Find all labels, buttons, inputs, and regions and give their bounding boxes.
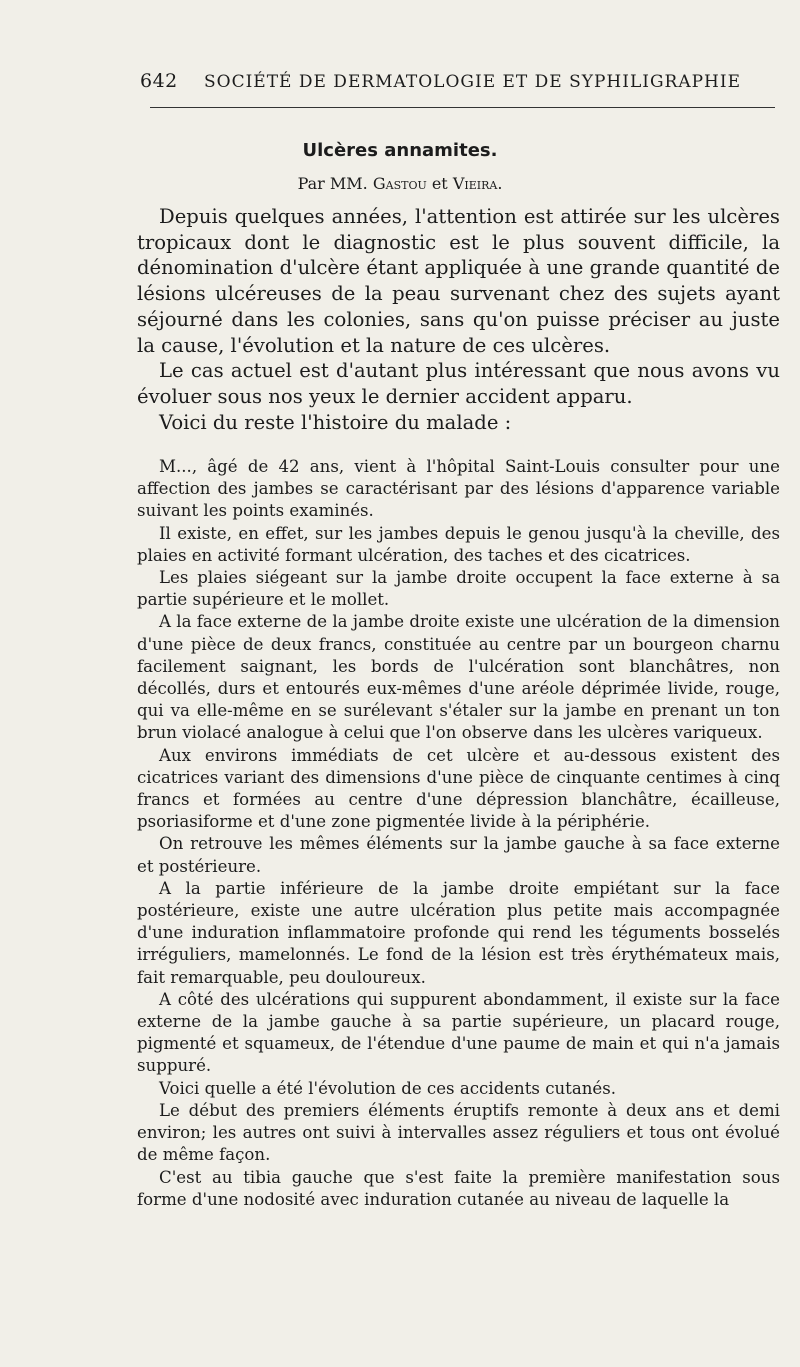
paragraph: Le cas actuel est d'autant plus intéressant que nous avons vu évoluer sous nos yeux le dernier accident apparu. [137, 359, 780, 408]
paragraph: Voici du reste l'histoire du malade : [159, 410, 512, 434]
byline-conjunction: et [426, 174, 453, 193]
paragraph: A la partie inférieure de la jambe droite empiétant sur la face postérieure, existe une autre ulcération plus petite mais accompagnée d'une induration inflammatoire profonde qui rend les téguments bosselés irréguliers, mamelonnés. Le fond de la lésion est très érythémateux mais, fait remarquable, peu douloureux. [137, 878, 780, 987]
author-name: Gastou [372, 174, 427, 193]
journal-title: SOCIÉTÉ DE DERMATOLOGIE ET DE SYPHILIGRAPHIE [204, 72, 742, 92]
paragraph: M..., âgé de 42 ans, vient à l'hôpital Saint-Louis consulter pour une affection des jambes se caractérisant par des lésions d'apparence variable suivant les points examinés. [137, 457, 780, 521]
paragraph: Voici quelle a été l'évolution de ces accidents cutanés. [159, 1078, 617, 1098]
intro-section [137, 204, 780, 435]
paragraph: A la face externe de la jambe droite existe une ulcération de la dimension d'une pièce de deux francs, constituée au centre par un bourgeon charnu facilement saignant, les bords de l'ulcération sont blanchâtres, non décollés, durs et entourés eux-mêmes d'une aréole déprimée livide, rouge, qui va elle-même en se surélevant s'étaler sur la jambe en prenant un ton brun violacé analogue à celui que l'on observe dans les ulcères variqueux. [137, 612, 780, 743]
paragraph: Il existe, en effet, sur les jambes depuis le genou jusqu'à la cheville, des plaies en activité formant ulcération, des taches et des cicatrices. [137, 523, 780, 565]
article-title: Ulcères annamites. [302, 140, 498, 161]
paragraph: Les plaies siégeant sur la jambe droite occupent la face externe à sa partie supérieure et le mollet. [137, 568, 780, 610]
byline-suffix: . [497, 174, 503, 193]
paragraph: Le début des premiers éléments éruptifs remonte à deux ans et demi environ; les autres ont suivi à intervalles assez réguliers et tous ont évolué de même façon. [137, 1100, 780, 1165]
paragraph: C'est au tibia gauche que s'est faite la première manifestation sous forme d'une nodosité avec induration cutanée au niveau de laquelle la [137, 1167, 780, 1209]
page-number: 642 [140, 70, 178, 92]
paragraph: On retrouve les mêmes éléments sur la jambe gauche à sa face externe et postérieure. [137, 834, 780, 876]
paragraph: Aux environs immédiats de cet ulcère et au-dessous existent des cicatrices variant des dimensions d'une pièce de cinquante centimes à cinq francs et formées au centre d'une dépression blanchâtre, écailleuse, psoriasiforme et d'une zone pigmentée livide à la périphérie. [137, 745, 780, 832]
author-name: Vieira [452, 174, 498, 193]
case-report-section [137, 456, 780, 1211]
byline [0, 174, 800, 193]
paragraph: A côté des ulcérations qui suppurent abondamment, il existe sur la face externe de la jambe gauche à sa partie supérieure, un placard rouge, pigmenté et squameux, de l'étendue d'une paume de main et qui n'a jamais suppuré. [137, 989, 780, 1076]
header-rule [150, 107, 775, 108]
byline-prefix: Par MM. [297, 174, 373, 193]
paragraph: Depuis quelques années, l'attention est attirée sur les ulcères tropicaux dont le diagnostic est le plus souvent difficile, la dénomination d'ulcère étant appliquée à une grande quantité de lésions ulcéreuses de la peau survenant chez des sujets ayant séjourné dans les colonies, sans qu'on puisse préciser au juste la cause, l'évolution et la nature de ces ulcères. [137, 205, 780, 357]
